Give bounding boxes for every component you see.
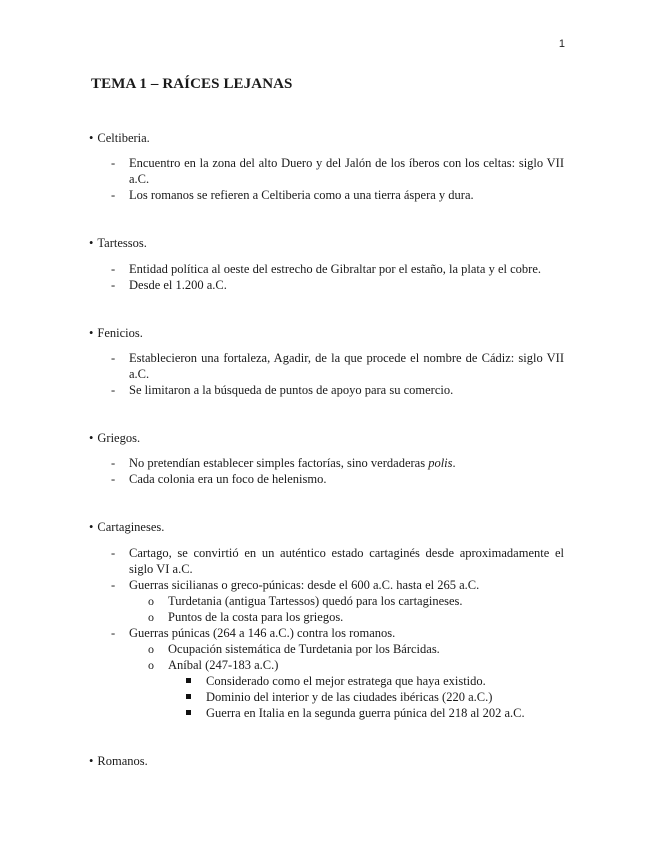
sub-sub-list-item-text: Dominio del interior y de las ciudades ibéricas (220 a.C.) bbox=[206, 690, 493, 704]
list-item-text: Cada colonia era un foco de helenismo. bbox=[129, 472, 327, 486]
emphasis-polis: polis bbox=[428, 456, 453, 470]
sub-list-item-text: Aníbal (247-183 a.C.) bbox=[168, 658, 279, 672]
list-item bbox=[111, 625, 564, 641]
section-heading-romanos bbox=[89, 754, 148, 769]
section-heading-label: Romanos. bbox=[97, 754, 148, 768]
list-item bbox=[111, 261, 564, 277]
bullet-icon: • bbox=[89, 326, 94, 340]
sub-sub-list-item-text: Guerra en Italia en la segunda guerra púnica del 218 al 202 a.C. bbox=[206, 706, 525, 720]
page-number: 1 bbox=[558, 38, 565, 50]
dash-icon: - bbox=[111, 456, 116, 470]
section-heading-tartessos bbox=[89, 236, 147, 251]
circle-bullet-icon: o bbox=[148, 610, 154, 624]
list-item-text: Establecieron una fortaleza, Agadir, de la que procede el nombre de Cádiz: siglo VII a.C. bbox=[129, 351, 564, 381]
sub-sub-list-item bbox=[186, 705, 564, 721]
section-heading-griegos bbox=[89, 431, 140, 446]
dash-icon: - bbox=[111, 472, 116, 486]
list-item-text: Guerras sicilianas o greco-púnicas: desde el 600 a.C. hasta el 265 a.C. bbox=[129, 578, 480, 592]
section-heading-label: Fenicios. bbox=[97, 326, 143, 340]
list-item-text: Guerras púnicas (264 a 146 a.C.) contra los romanos. bbox=[129, 626, 396, 640]
list-item bbox=[111, 471, 564, 487]
sub-sub-list-item-text: Considerado como el mejor estratega que haya existido. bbox=[206, 674, 486, 688]
sub-list-item bbox=[148, 593, 564, 609]
dash-icon: - bbox=[111, 278, 116, 292]
list-item bbox=[111, 382, 564, 398]
bullet-icon: • bbox=[89, 131, 94, 145]
sub-list-item bbox=[148, 641, 564, 657]
list-item-text: Entidad política al oeste del estrecho de Gibraltar por el estaño, la plata y el cobre. bbox=[129, 262, 541, 276]
list-item bbox=[111, 187, 564, 203]
list-item bbox=[111, 545, 564, 577]
section-heading-cartagineses bbox=[89, 520, 164, 535]
sub-sub-list-item bbox=[186, 689, 564, 705]
list-item bbox=[111, 455, 564, 471]
sub-list-item-text: Turdetania (antigua Tartessos) quedó para los cartagineses. bbox=[168, 594, 463, 608]
square-bullet-icon bbox=[186, 678, 191, 683]
sub-list-item bbox=[148, 609, 564, 625]
circle-bullet-icon: o bbox=[148, 658, 154, 672]
list-item-text-part: . bbox=[452, 456, 456, 470]
dash-icon: - bbox=[111, 383, 116, 397]
document-title: TEMA 1 – RAÍCES LEJANAS bbox=[91, 76, 293, 92]
circle-bullet-icon: o bbox=[148, 594, 154, 608]
square-bullet-icon bbox=[186, 710, 191, 715]
section-heading-label: Cartagineses. bbox=[97, 520, 165, 534]
bullet-icon: • bbox=[89, 431, 94, 445]
bullet-icon: • bbox=[89, 236, 94, 250]
list-item bbox=[111, 277, 564, 293]
list-item-text: Cartago, se convirtió en un auténtico estado cartaginés desde aproximadamente el siglo VI a.C. bbox=[129, 546, 564, 576]
dash-icon: - bbox=[111, 626, 116, 640]
list-item-text: Encuentro en la zona del alto Duero y del Jalón de los íberos con los celtas: siglo VII a.C. bbox=[129, 156, 564, 186]
list-item-text: Se limitaron a la búsqueda de puntos de apoyo para su comercio. bbox=[129, 383, 454, 397]
dash-icon: - bbox=[111, 188, 116, 202]
section-heading-label: Celtiberia. bbox=[97, 131, 150, 145]
dash-icon: - bbox=[111, 546, 116, 560]
list-item-text: Los romanos se refieren a Celtiberia como a una tierra áspera y dura. bbox=[129, 188, 474, 202]
sub-list-item-text: Puntos de la costa para los griegos. bbox=[168, 610, 344, 624]
list-item bbox=[111, 155, 564, 187]
list-item-text: Desde el 1.200 a.C. bbox=[129, 278, 227, 292]
dash-icon: - bbox=[111, 351, 116, 365]
dash-icon: - bbox=[111, 262, 116, 276]
section-heading-fenicios bbox=[89, 326, 143, 341]
dash-icon: - bbox=[111, 156, 116, 170]
section-heading-label: Griegos. bbox=[97, 431, 141, 445]
sub-list-item bbox=[148, 657, 564, 673]
list-item bbox=[111, 350, 564, 382]
sub-list-item-text: Ocupación sistemática de Turdetania por los Bárcidas. bbox=[168, 642, 440, 656]
list-item-text bbox=[129, 455, 564, 471]
section-heading-label: Tartessos. bbox=[97, 236, 147, 250]
dash-icon: - bbox=[111, 578, 116, 592]
list-item-text-part: No pretendían establecer simples factorías, sino verdaderas bbox=[129, 456, 429, 470]
sub-sub-list-item bbox=[186, 673, 564, 689]
square-bullet-icon bbox=[186, 694, 191, 699]
section-heading-celtiberia bbox=[89, 131, 150, 146]
bullet-icon: • bbox=[89, 520, 94, 534]
bullet-icon: • bbox=[89, 754, 94, 768]
list-item bbox=[111, 577, 564, 593]
circle-bullet-icon: o bbox=[148, 642, 154, 656]
